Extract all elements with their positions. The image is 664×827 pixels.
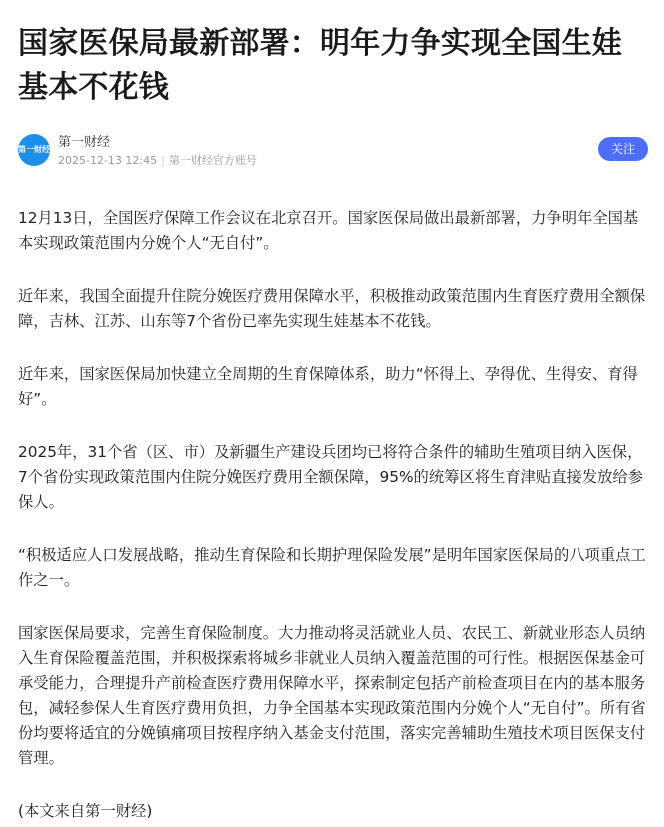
paragraph: 2025年，31个省（区、市）及新疆生产建设兵团均已将符合条件的辅助生殖项目纳入医保，7个省份实现政策范围内住院分娩医疗费用全额保障，95%的统筹区将生育津贴直接发放给参保人。: [18, 443, 644, 511]
paragraph: 国家医保局要求，完善生育保险制度。大力推动将灵活就业人员、农民工、新就业形态人员纳入生育保险覆盖范围，并积极探索将城乡非就业人员纳入覆盖范围的可行性。根据医保基金可承受能力，合理提升产前检查医疗费用保障水平，探索制定包括产前检查项目在内的基本服务包，减轻参保人生育医疗费用负担，力争全国基本实现政策范围内分娩个人“无自付”。所有省份均要将适宜的分娩镇痛项目按程序纳入基金支付范围，落实完善辅助生殖技术项目医保支付管理。: [18, 624, 646, 767]
account-type: 第一财经官方账号: [168, 154, 257, 167]
publish-date: 2025-12-13 12:45: [58, 154, 158, 167]
paragraph: 12月13日，全国医疗保障工作会议在北京召开。国家医保局做出最新部署，力争明年全国基本实现政策范围内分娩个人“无自付”。: [18, 209, 639, 252]
author-row: [18, 132, 648, 172]
paragraph: 近年来，我国全面提升住院分娩医疗费用保障水平，积极推动政策范围内生育医疗费用全额保障，吉林、江苏、山东等7个省份已率先实现生娃基本不花钱。: [18, 287, 646, 330]
article-body: [18, 206, 648, 824]
follow-button[interactable]: 关注: [598, 137, 648, 161]
article-title: 国家医保局最新部署：明年力争实现全国生娃基本不花钱: [18, 26, 622, 105]
paragraph: “积极适应人口发展战略，推动生育保险和长期护理保险发展”是明年国家医保局的八项重点工作之一。: [18, 546, 646, 589]
meta-divider: |: [161, 154, 165, 167]
paragraph: 近年来，国家医保局加快建立全周期的生育保障体系，助力“怀得上、孕得优、生得安、育得好”。: [18, 365, 638, 408]
source-note: (本文来自第一财经): [18, 802, 153, 820]
author-name[interactable]: 第一财经: [58, 135, 111, 150]
avatar[interactable]: 第一财经: [18, 134, 50, 166]
article-meta: [58, 153, 257, 169]
